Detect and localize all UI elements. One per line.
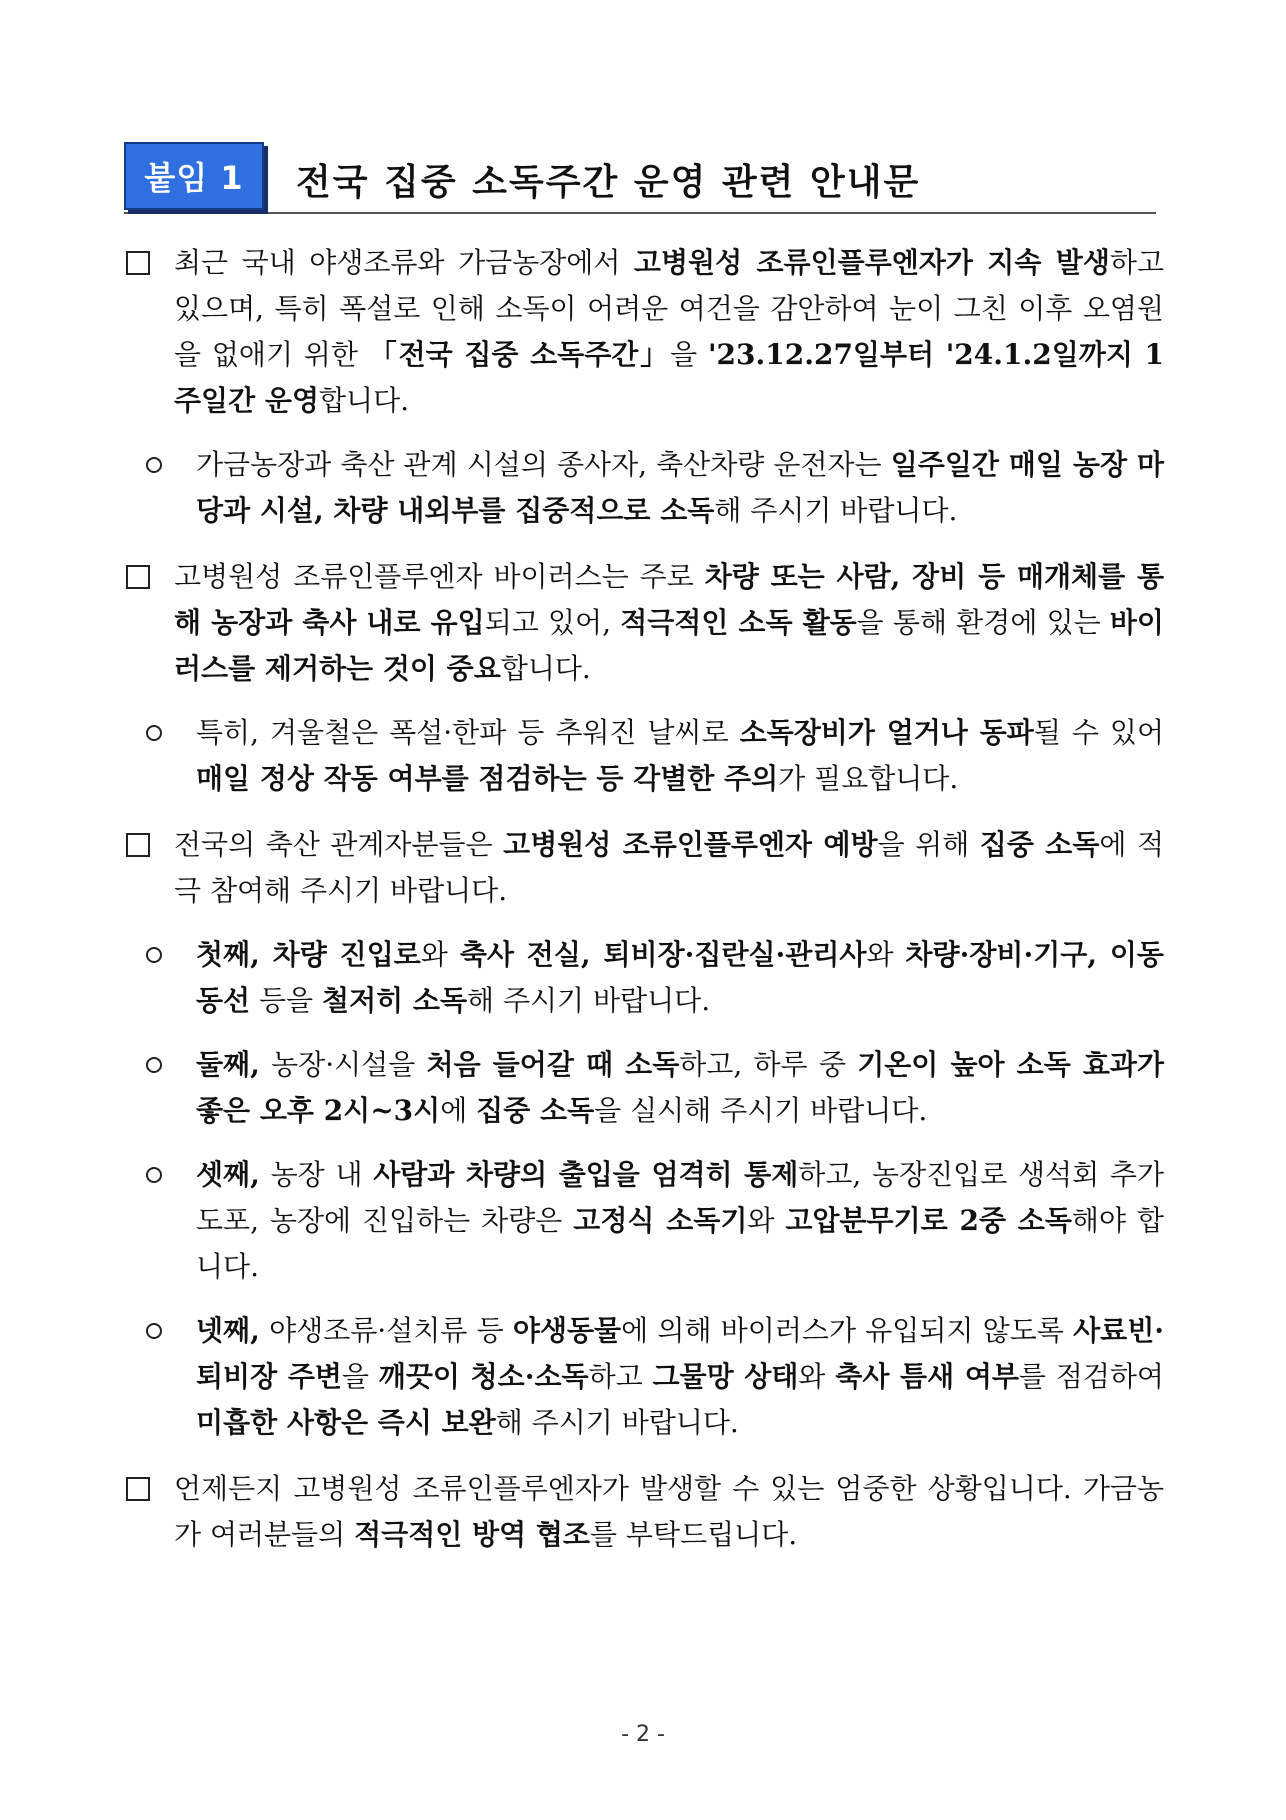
emphasis-text: 고병원성 조류인플루엔자 예방	[503, 828, 878, 861]
section-paragraph	[124, 822, 1164, 914]
body-text: 최근 국내 야생조류와 가금농장에서	[174, 246, 634, 279]
emphasis-text: 「전국 집중 소독주간」	[368, 338, 671, 371]
body-text: 특히, 겨울철은 폭설·한파 등 추워진 날씨로	[196, 716, 740, 749]
document-title-bar	[124, 142, 1156, 214]
emphasis-text: 축사 전실, 퇴비장·집란실·관리사	[459, 938, 867, 971]
emphasis-text: 사료빈·퇴비장 주변	[196, 1314, 1164, 1393]
emphasis-text: 깨끗이 청소·소독	[378, 1360, 589, 1393]
attachment-badge: 붙임 1	[124, 142, 264, 210]
body-text: 농장·시설을	[259, 1048, 427, 1081]
body-text: 와	[866, 938, 906, 971]
body-text: 농장 내	[259, 1158, 374, 1191]
body-text: 가금농장과 축산 관계 시설의 종사자, 축산차량 운전자는	[196, 448, 891, 481]
bullet-circle-icon	[146, 1057, 162, 1073]
checkbox-square-icon	[126, 1477, 150, 1501]
section-paragraph	[124, 1466, 1164, 1558]
section-paragraph	[124, 240, 1164, 424]
body-text: 가 필요합니다.	[778, 762, 959, 795]
emphasis-text: 기온이 높아 소독 효과가 좋은 오후 2시~3시	[196, 1048, 1164, 1127]
checkbox-square-icon	[126, 565, 150, 589]
body-text: 와	[798, 1360, 836, 1393]
emphasis-text: 첫째, 차량 진입로	[196, 938, 421, 971]
emphasis-text: 고정식 소독기	[573, 1204, 748, 1237]
sub-paragraph	[124, 1152, 1164, 1290]
sub-paragraph	[124, 1308, 1164, 1446]
emphasis-text: 집중 소독	[979, 828, 1100, 861]
sub-paragraph	[124, 932, 1164, 1024]
emphasis-text: 셋째,	[196, 1158, 260, 1191]
body-text: 될 수 있어	[1033, 716, 1165, 749]
emphasis-text: 적극적인 방역 협조	[354, 1518, 590, 1551]
body-text: 를 점검하여	[1018, 1360, 1164, 1393]
emphasis-text: 일주일간 매일 농장 마당과 시설, 차량 내외부를 집중적으로 소독	[196, 448, 1164, 527]
checkbox-square-icon	[126, 251, 150, 275]
section-paragraph	[124, 554, 1164, 692]
body-text: 언제든지 고병원성 조류인플루엔자가 발생할 수 있는 엄중한 상황입니다. 가금농가 여러분들의	[174, 1472, 1164, 1551]
sub-paragraph	[124, 710, 1164, 802]
emphasis-text: '23.12.27일부터 '24.1.2일까지 1주일간 운영	[174, 338, 1165, 417]
emphasis-text: 야생동물	[512, 1314, 622, 1347]
emphasis-text: 축사 틈새 여부	[835, 1360, 1019, 1393]
emphasis-text: 적극적인 소독 활동	[620, 606, 857, 639]
body-text: 와	[747, 1204, 786, 1237]
bullet-circle-icon	[146, 1323, 162, 1339]
emphasis-text: 고압분무기로 2중 소독	[785, 1204, 1072, 1237]
emphasis-text: 고병원성 조류인플루엔자가 지속 발생	[633, 246, 1110, 279]
emphasis-text: 넷째,	[196, 1314, 260, 1347]
bullet-circle-icon	[146, 725, 162, 741]
body-text: 를 부탁드립니다.	[589, 1518, 798, 1551]
body-text: 합니다.	[500, 652, 591, 685]
body-text: 을	[670, 338, 708, 371]
body-text: 합니다.	[319, 384, 410, 417]
body-text: 해 주시기 바랍니다.	[467, 984, 711, 1017]
page-number: - 2 -	[621, 1722, 665, 1747]
checkbox-square-icon	[126, 833, 150, 857]
body-text: 하고, 하루 중	[679, 1048, 858, 1081]
body-text: 을	[341, 1360, 379, 1393]
sub-paragraph	[124, 442, 1164, 534]
body-text: 에 의해 바이러스가 유입되지 않도록	[621, 1314, 1074, 1347]
sub-paragraph	[124, 1042, 1164, 1134]
bullet-circle-icon	[146, 947, 162, 963]
page-title: 전국 집중 소독주간 운영 관련 안내문	[296, 162, 921, 203]
emphasis-text: 미흡한 사항은 즉시 보완	[196, 1406, 496, 1439]
body-text: 을 실시해 주시기 바랍니다.	[594, 1094, 928, 1127]
body-text: 전국의 축산 관계자분들은	[174, 828, 504, 861]
bullet-circle-icon	[146, 457, 162, 473]
emphasis-text: 집중 소독	[476, 1094, 595, 1127]
body-text: 에	[440, 1094, 477, 1127]
emphasis-text: 둘째,	[196, 1048, 260, 1081]
bullet-circle-icon	[146, 1167, 162, 1183]
emphasis-text: 바이러스를 제거하는 것이 중요	[174, 606, 1164, 685]
body-text: 하고 있으며, 특히 폭설로 인해 소독이 어려운 여건을 감안하여 눈이 그친 이후 오염원을 없애기 위한	[174, 246, 1164, 371]
body-text: 하고	[588, 1360, 653, 1393]
emphasis-text: 차량 또는 사람, 장비 등 매개체를 통해 농장과 축사 내로 유입	[174, 560, 1164, 639]
body-text: 해야 합니다.	[196, 1204, 1164, 1283]
body-text: 해 주시기 바랍니다.	[495, 1406, 739, 1439]
body-text: 하고, 농장진입로 생석회 추가 도포, 농장에 진입하는 차량은	[196, 1158, 1164, 1237]
emphasis-text: 처음 들어갈 때 소독	[426, 1048, 680, 1081]
document-body	[124, 240, 1164, 1558]
body-text: 등을	[250, 984, 323, 1017]
emphasis-text: 매일 정상 작동 여부를 점검하는 등 각별한 주의	[196, 762, 779, 795]
body-text: 에 적극 참여해 주시기 바랍니다.	[174, 828, 1165, 907]
body-text: 야생조류·설치류 등	[259, 1314, 513, 1347]
body-text: 해 주시기 바랍니다.	[714, 494, 958, 527]
emphasis-text: 그물망 상태	[652, 1360, 799, 1393]
body-text: 을 위해	[877, 828, 980, 861]
emphasis-text: 철저히 소독	[322, 984, 468, 1017]
body-text: 와	[420, 938, 460, 971]
body-text: 고병원성 조류인플루엔자 바이러스는 주로	[174, 560, 705, 593]
body-text: 되고 있어,	[484, 606, 621, 639]
emphasis-text: 사람과 차량의 출입을 엄격히 통제	[373, 1158, 799, 1191]
emphasis-text: 차량·장비·기구, 이동동선	[196, 938, 1164, 1017]
emphasis-text: 소독장비가 얼거나 동파	[739, 716, 1034, 749]
body-text: 을 통해 환경에 있는	[856, 606, 1110, 639]
